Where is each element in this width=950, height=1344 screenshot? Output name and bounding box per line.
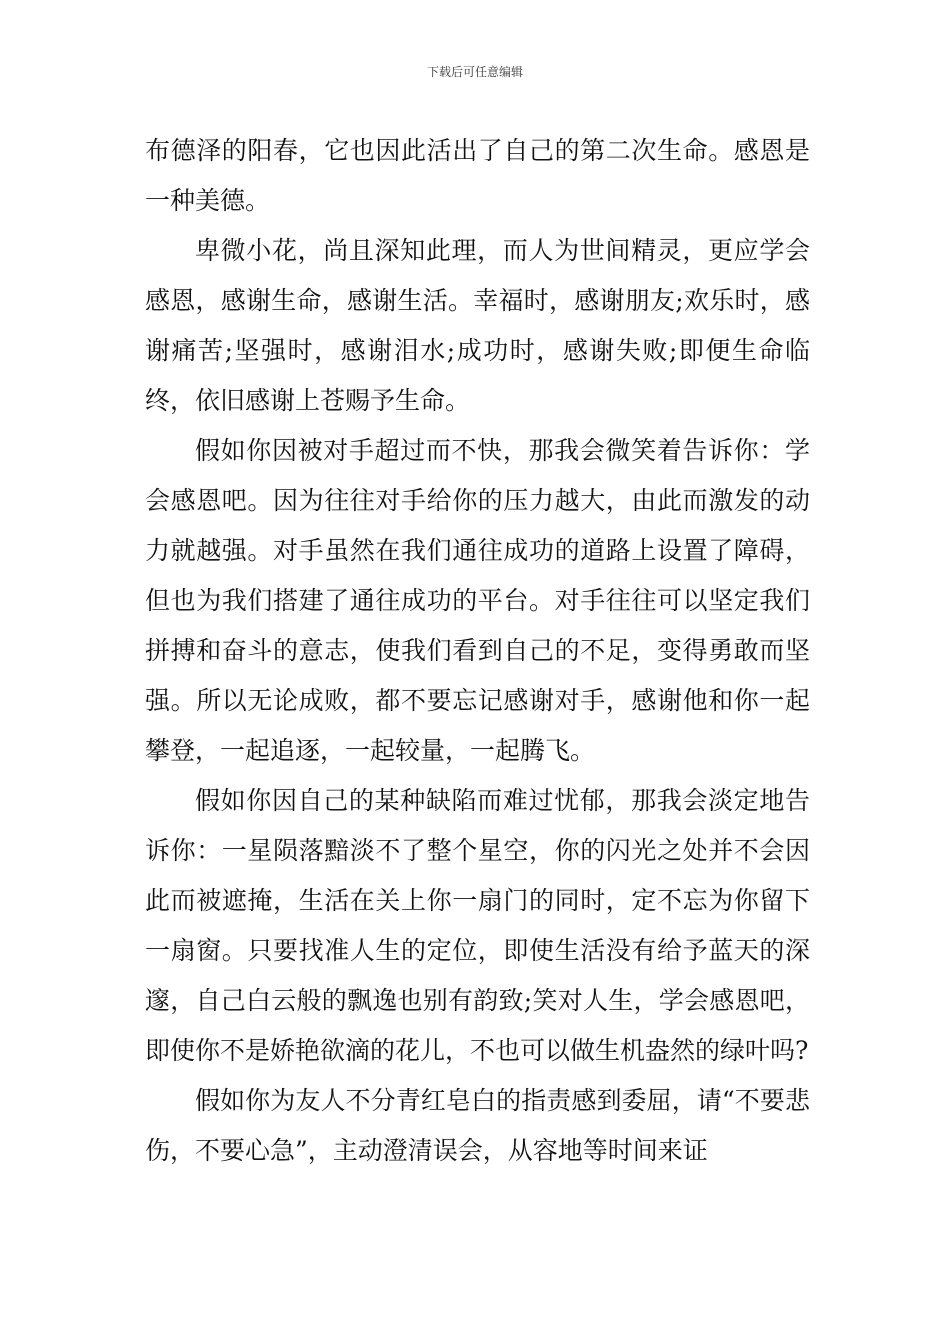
paragraph-5: 假如你为友人不分青红皂白的指责感到委屈，请“不要悲伤，不要心急”，主动澄清误会，从容地等时间来证: [145, 1086, 810, 1165]
page-header: 下载后可任意编辑: [426, 65, 523, 79]
paragraph-1: 布德泽的阳春，它也因此活出了自己的第二次生命。感恩是一种美德。: [145, 136, 810, 215]
paragraph-3: 假如你因被对手超过而不快，那我会微笑着告诉你：学会感恩吧。因为往往对手给你的压力越大，由此而激发的动力就越强。对手虽然在我们通往成功的道路上设置了障碍，但也为我们搭建了通往成功的平台。对手往往可以坚定我们拼搏和奋斗的意志，使我们看到自己的不足，变得勇敢而坚强。所以无论成败，都不要忘记感谢对手，感谢他和你一起攀登，一起追逐，一起较量，一起腾飞。: [145, 436, 810, 765]
paragraph-4: 假如你因自己的某种缺陷而难过忧郁，那我会淡定地告诉你：一星陨落黯淡不了整个星空，你的闪光之处并不会因此而被遮掩，生活在关上你一扇门的同时，定不忘为你留下一扇窗。只要找准人生的定位，即使生活没有给予蓝天的深邃，自己白云般的飘逸也别有韵致;笑对人生，学会感恩吧，即使你不是娇艳欲滴的花儿，不也可以做生机盎然的绿叶吗?: [145, 786, 810, 1065]
paragraph-2: 卑微小花，尚且深知此理，而人为世间精灵，更应学会感恩，感谢生命，感谢生活。幸福时，感谢朋友;欢乐时，感谢痛苦;坚强时，感谢泪水;成功时，感谢失败;即便生命临终，依旧感谢上苍赐予生命。: [145, 236, 810, 415]
document-body: [145, 126, 810, 1176]
